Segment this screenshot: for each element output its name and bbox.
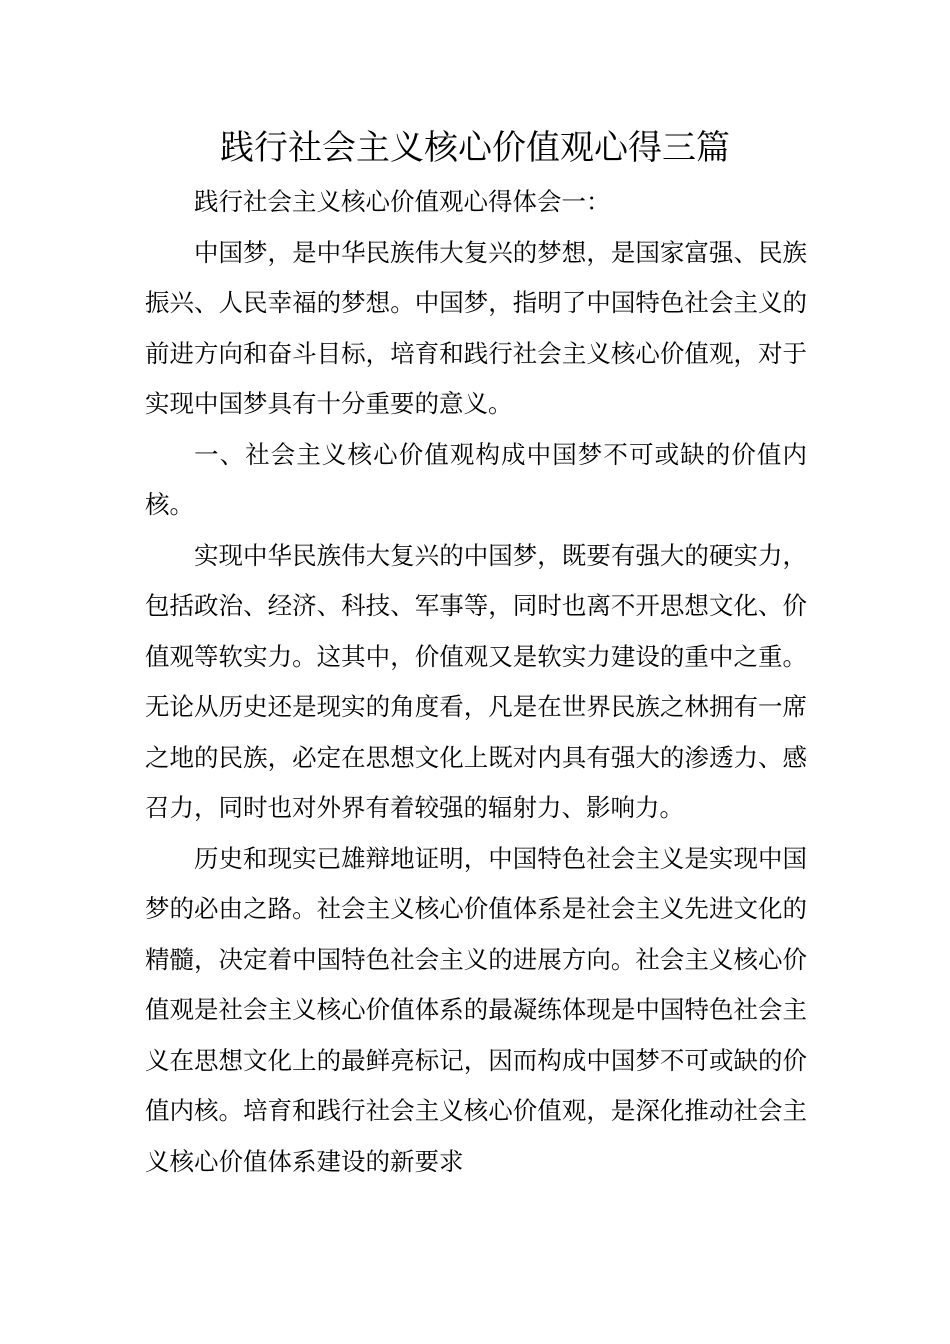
- paragraph: 实现中华民族伟大复兴的中国梦，既要有强大的硬实力，包括政治、经济、科技、军事等，同时也离不开思想文化、价值观等软实力。这其中，价值观又是软实力建设的重中之重。无论从历史还是现实的角度看，凡是在世界民族之林拥有一席之地的民族，必定在思想文化上既对内具有强大的渗透力、感召力，同时也对外界有着较强的辐射力、影响力。: [145, 540, 807, 822]
- paragraph-section-heading: 一、社会主义核心价值观构成中国梦不可或缺的价值内核。: [145, 439, 807, 519]
- paragraph-subheading: 践行社会主义核心价值观心得体会一：: [194, 187, 611, 216]
- paragraph: 中国梦，是中华民族伟大复兴的梦想，是国家富强、民族振兴、人民幸福的梦想。中国梦，指明了中国特色社会主义的前进方向和奋斗目标，培育和践行社会主义核心价值观，对于实现中国梦具有十分重要的意义。: [145, 237, 807, 418]
- document-title: 践行社会主义核心价值观心得三篇: [220, 128, 730, 168]
- document-body: [145, 177, 807, 1187]
- paragraph: 历史和现实已雄辩地证明，中国特色社会主义是实现中国梦的必由之路。社会主义核心价值体系是社会主义先进文化的精髓，决定着中国特色社会主义的进展方向。社会主义核心价值观是社会主义核心价值体系的最凝练体现是中国特色社会主义在思想文化上的最鲜亮标记，因而构成中国梦不可或缺的价值内核。培育和践行社会主义核心价值观，是深化推动社会主义核心价值体系建设的新要求: [145, 843, 807, 1176]
